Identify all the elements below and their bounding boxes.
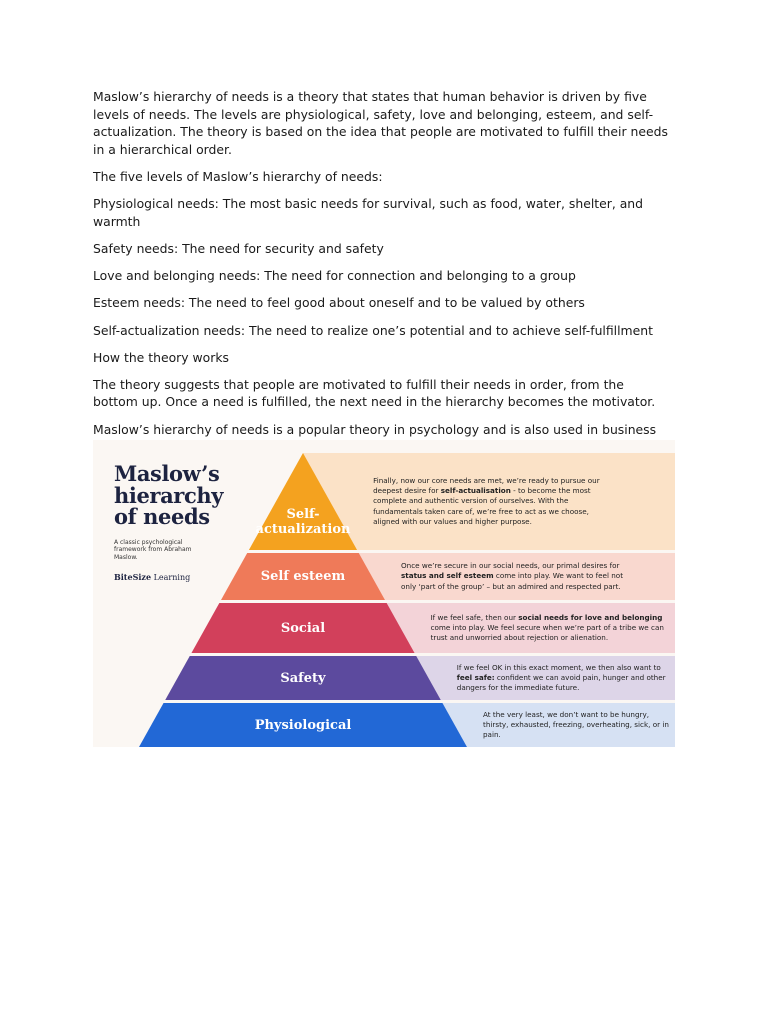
figure-title-line: hierarchy xyxy=(114,482,223,508)
paragraph-physiological-needs: Physiological needs: The most basic needs for survival, such as food, water, shelter, and warmth xyxy=(93,196,644,229)
tier-label-social xyxy=(233,621,373,636)
description-emphasis: self-actualisation xyxy=(440,485,511,495)
figure-title-line: Maslow’s xyxy=(114,461,220,486)
paragraph-theory-explanation: The theory suggests that people are motivated to fulfill their needs in order, from the bottom up. Once a need is fulfilled, the next need in the hierarchy becomes the motivator. xyxy=(93,376,656,410)
paragraph-self-actualization-needs: Self-actualization needs: The need to realize one’s potential and to achieve self-fulfillment xyxy=(93,322,653,338)
tier-label-line: Self esteem xyxy=(260,569,346,584)
tier-label-line: Self- xyxy=(286,507,320,522)
description-safety xyxy=(457,663,669,694)
paragraph-esteem-needs: Esteem needs: The need to feel good about oneself and to be valued by others xyxy=(93,295,585,311)
paragraph-how-theory-works: How the theory works xyxy=(93,349,229,365)
paragraph-five-levels-heading: The five levels of Maslow’s hierarchy of needs: xyxy=(93,168,383,184)
description-physiological xyxy=(483,710,669,741)
description-emphasis: feel safe: xyxy=(456,672,495,682)
paragraph-love-belonging-needs: Love and belonging needs: The need for connection and belonging to a group xyxy=(93,268,576,284)
description-self-esteem xyxy=(401,561,639,592)
tier-label-line: Safety xyxy=(280,670,326,686)
tier-label-safety xyxy=(233,671,373,686)
description-text: come into play. We feel secure when we’re part of a tribe we can trust and unworried about rejection or alienation. xyxy=(430,622,664,643)
description-text: - to become the most complete and authentic version of ourselves. With the fundamentals taken care of, we’re free to act as we choose, aligned with our values and higher purpose. xyxy=(373,485,591,527)
description-text: Once we’re secure in our social needs, our primal desires for xyxy=(401,561,620,570)
document-body xyxy=(93,88,668,465)
tier-label-self-esteem xyxy=(233,569,373,584)
description-text: If we feel OK in this exact moment, we then also want to xyxy=(456,662,661,672)
figure-title-line: of needs xyxy=(114,504,210,529)
description-social xyxy=(431,613,669,644)
figure-subtitle: A classic psychological framework from Abraham Maslow. xyxy=(114,539,192,561)
description-emphasis: social needs for love and belonging xyxy=(518,612,663,622)
description-text: If we feel safe, then our xyxy=(430,612,519,622)
description-emphasis: status and self esteem xyxy=(401,571,494,581)
brand-logo-bold: BiteSize xyxy=(114,572,152,582)
tier-label-physiological xyxy=(233,718,373,733)
description-self-actualization xyxy=(373,476,611,528)
brand-logo xyxy=(114,572,190,582)
tier-label-line: Social xyxy=(280,620,326,636)
tier-label-self-actualization xyxy=(233,507,373,537)
tier-label-line: actualization xyxy=(255,522,351,537)
figure-title xyxy=(114,463,223,528)
tier-label-line: Physiological xyxy=(254,717,352,733)
paragraph-safety-needs: Safety needs: The need for security and safety xyxy=(93,240,384,256)
description-text: At the very least, we don’t want to be hungry, thirsty, exhausted, freezing, overheating, sick, or in pain. xyxy=(483,709,669,740)
description-text: come into play. We want to feel not only ‘part of the group’ – but an admired and respected part. xyxy=(401,571,624,591)
brand-logo-rest: Learning xyxy=(151,573,191,582)
maslow-pyramid-figure xyxy=(93,440,675,747)
description-text: Finally, now our core needs are met, we’re ready to pursue our deepest desire for xyxy=(373,475,600,495)
paragraph-intro: Maslow’s hierarchy of needs is a theory that states that human behavior is driven by five levels of needs. The levels are physiological, safety, love and belonging, esteem, and self-actualization. The theory is based on the idea that people are motivated to fulfill their needs in a hierarchical order. xyxy=(93,89,668,157)
description-text: confident we can avoid pain, hunger and other dangers for the immediate future. xyxy=(456,672,666,693)
paragraph-conclusion: Maslow’s hierarchy of needs is a popular theory in psychology and is also used in business xyxy=(93,421,657,437)
